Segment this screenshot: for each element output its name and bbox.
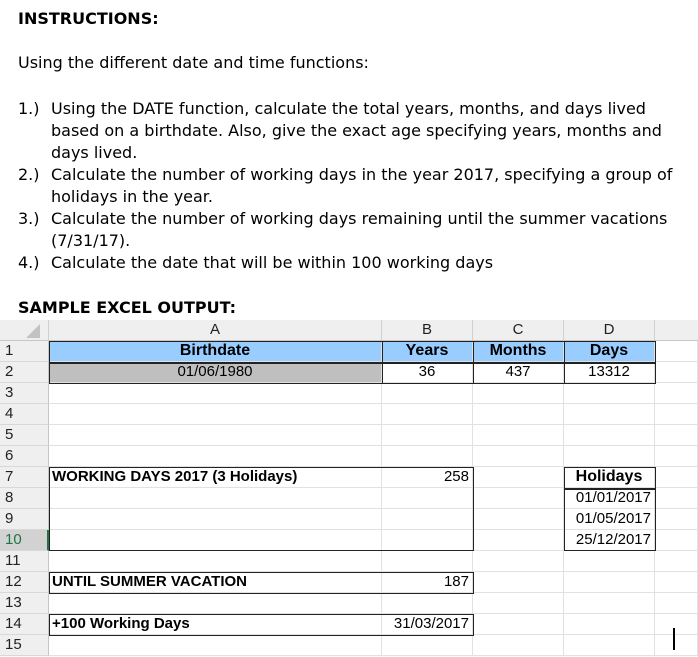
cell-b12[interactable]: 187 <box>382 572 473 593</box>
cell-a3[interactable] <box>49 383 382 404</box>
spreadsheet <box>0 320 698 657</box>
column-header-c[interactable]: C <box>473 320 564 341</box>
instructions-intro: Using the different date and time functions: <box>18 53 369 72</box>
select-all-triangle-icon <box>4 320 44 340</box>
cell-e3[interactable] <box>655 383 698 404</box>
cell-d5[interactable] <box>564 425 655 446</box>
cell-c9[interactable] <box>473 509 564 530</box>
cell-c8[interactable] <box>473 488 564 509</box>
cell-e8[interactable] <box>655 488 698 509</box>
row-header-6[interactable]: 6 <box>0 446 49 467</box>
cell-a1[interactable]: Birthdate <box>49 341 382 362</box>
row-header-4[interactable]: 4 <box>0 404 49 425</box>
cell-d7[interactable]: Holidays <box>564 467 655 488</box>
sample-title: SAMPLE EXCEL OUTPUT: <box>18 298 237 317</box>
row-header-12[interactable]: 12 <box>0 572 49 593</box>
cell-b1[interactable]: Years <box>382 341 473 362</box>
cell-c3[interactable] <box>473 383 564 404</box>
cell-b7[interactable]: 258 <box>382 467 473 488</box>
list-item <box>18 208 688 252</box>
cell-b15[interactable] <box>382 635 473 656</box>
cell-a13[interactable] <box>49 593 382 614</box>
row-header-15[interactable]: 15 <box>0 635 49 656</box>
cell-b4[interactable] <box>382 404 473 425</box>
row-header-8[interactable]: 8 <box>0 488 49 509</box>
item-number: 1.) <box>18 99 40 118</box>
cell-e4[interactable] <box>655 404 698 425</box>
column-header-blank[interactable] <box>655 320 698 341</box>
list-item <box>18 164 688 208</box>
cell-a2[interactable]: 01/06/1980 <box>49 362 382 383</box>
cell-d15[interactable] <box>564 635 655 656</box>
item-text: Using the DATE function, calculate the total years, months, and days lived based on a birthdate. Also, give the exact age specifying years, months and days lived. <box>51 99 662 162</box>
cell-a9[interactable] <box>49 509 382 530</box>
cell-d13[interactable] <box>564 593 655 614</box>
cell-e2[interactable] <box>655 362 698 383</box>
cell-d8[interactable]: 01/01/2017 <box>564 488 655 509</box>
cell-e1[interactable] <box>655 341 698 362</box>
cell-c10[interactable] <box>473 530 564 551</box>
cell-d14[interactable] <box>564 614 655 635</box>
cell-b2[interactable]: 36 <box>382 362 473 383</box>
cell-a11[interactable] <box>49 551 382 572</box>
cell-a10[interactable] <box>49 530 382 551</box>
cell-c13[interactable] <box>473 593 564 614</box>
instructions-list <box>18 98 688 274</box>
cell-e15[interactable] <box>655 635 698 656</box>
column-header-a[interactable]: A <box>49 320 382 341</box>
cell-c11[interactable] <box>473 551 564 572</box>
row-header-10[interactable]: 10 <box>0 530 49 551</box>
cell-d9[interactable]: 01/05/2017 <box>564 509 655 530</box>
cell-c4[interactable] <box>473 404 564 425</box>
cell-d11[interactable] <box>564 551 655 572</box>
item-number: 3.) <box>18 209 40 228</box>
cell-c14[interactable] <box>473 614 564 635</box>
item-number: 2.) <box>18 165 40 184</box>
row-header-13[interactable]: 13 <box>0 593 49 614</box>
cell-e7[interactable] <box>655 467 698 488</box>
cell-e10[interactable] <box>655 530 698 551</box>
cell-b3[interactable] <box>382 383 473 404</box>
cell-c7[interactable] <box>473 467 564 488</box>
column-header-b[interactable]: B <box>382 320 473 341</box>
cell-e5[interactable] <box>655 425 698 446</box>
cell-b8[interactable] <box>382 488 473 509</box>
text-cursor <box>673 628 675 650</box>
cell-a7[interactable]: WORKING DAYS 2017 (3 Holidays) <box>49 467 382 488</box>
cell-c6[interactable] <box>473 446 564 467</box>
cell-d10[interactable]: 25/12/2017 <box>564 530 655 551</box>
row-header-14[interactable]: 14 <box>0 614 49 635</box>
cell-b10[interactable] <box>382 530 473 551</box>
cell-e13[interactable] <box>655 593 698 614</box>
instructions-title: INSTRUCTIONS: <box>18 9 159 28</box>
cell-d12[interactable] <box>564 572 655 593</box>
cell-e14[interactable] <box>655 614 698 635</box>
cell-e9[interactable] <box>655 509 698 530</box>
cell-c15[interactable] <box>473 635 564 656</box>
cell-e11[interactable] <box>655 551 698 572</box>
cell-a5[interactable] <box>49 425 382 446</box>
column-header-d[interactable]: D <box>564 320 655 341</box>
row-header-2[interactable]: 2 <box>0 362 49 383</box>
item-text: Calculate the number of working days remaining until the summer vacations (7/31/17). <box>51 209 668 250</box>
cell-c1[interactable]: Months <box>473 341 564 362</box>
cell-b13[interactable] <box>382 593 473 614</box>
list-item <box>18 252 688 274</box>
cell-b6[interactable] <box>382 446 473 467</box>
cell-a8[interactable] <box>49 488 382 509</box>
cell-d4[interactable] <box>564 404 655 425</box>
cell-b11[interactable] <box>382 551 473 572</box>
cell-b14[interactable]: 31/03/2017 <box>382 614 473 635</box>
cell-b5[interactable] <box>382 425 473 446</box>
cell-d3[interactable] <box>564 383 655 404</box>
cell-c12[interactable] <box>473 572 564 593</box>
item-number: 4.) <box>18 253 40 272</box>
cell-e6[interactable] <box>655 446 698 467</box>
item-text: Calculate the date that will be within 100 working days <box>51 253 494 272</box>
row-header-11[interactable]: 11 <box>0 551 49 572</box>
row-header-1[interactable]: 1 <box>0 341 49 362</box>
cell-a12[interactable]: UNTIL SUMMER VACATION <box>49 572 382 593</box>
cell-c5[interactable] <box>473 425 564 446</box>
cell-a6[interactable] <box>49 446 382 467</box>
cell-c2[interactable]: 437 <box>473 362 564 383</box>
cell-e12[interactable] <box>655 572 698 593</box>
cell-a4[interactable] <box>49 404 382 425</box>
item-text: Calculate the number of working days in the year 2017, specifying a group of holidays in the year. <box>51 165 673 206</box>
cell-b9[interactable] <box>382 509 473 530</box>
row-header-9[interactable]: 9 <box>0 509 49 530</box>
row-header-3[interactable]: 3 <box>0 383 49 404</box>
cell-d1[interactable]: Days <box>564 341 655 362</box>
select-all-corner[interactable] <box>0 320 49 341</box>
cell-d6[interactable] <box>564 446 655 467</box>
list-item <box>18 98 688 164</box>
cell-a15[interactable] <box>49 635 382 656</box>
cell-a14[interactable]: +100 Working Days <box>49 614 382 635</box>
row-header-5[interactable]: 5 <box>0 425 49 446</box>
row-header-7[interactable]: 7 <box>0 467 49 488</box>
cell-d2[interactable]: 13312 <box>564 362 655 383</box>
